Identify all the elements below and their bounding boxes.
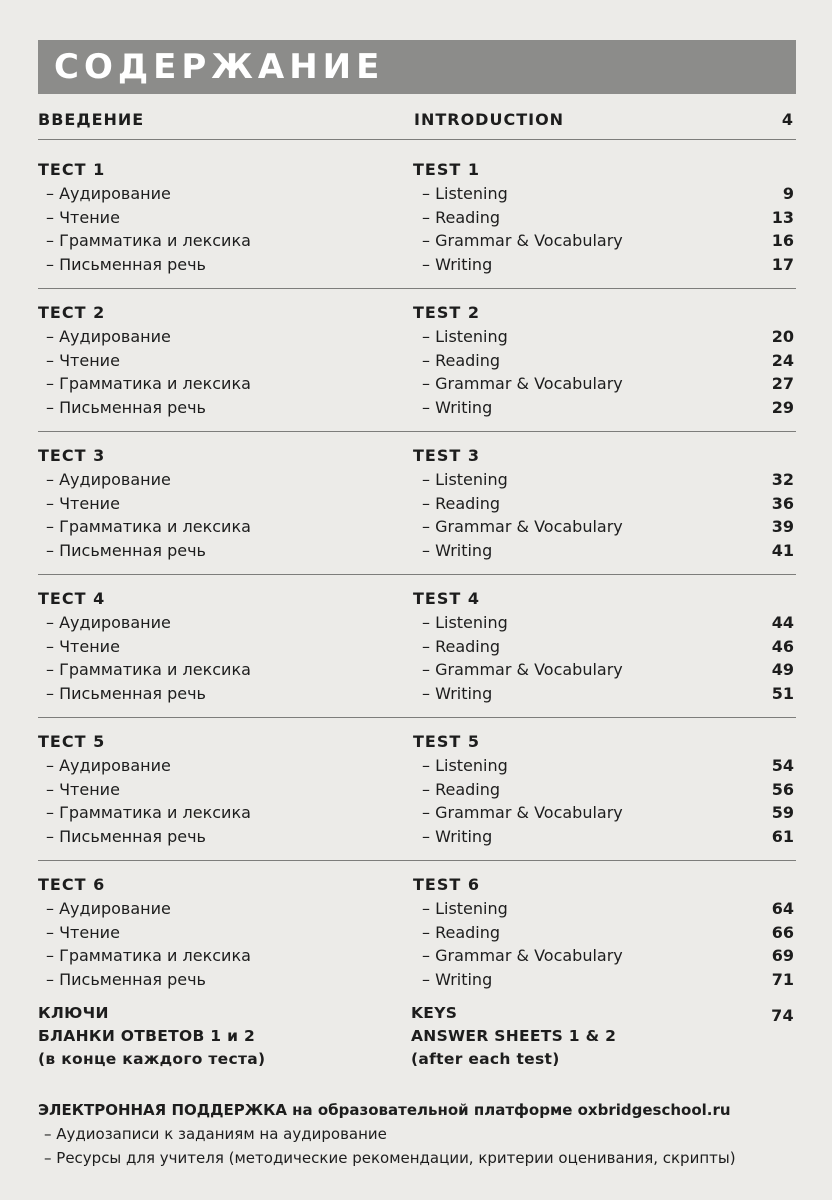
intro-page: 4 (781, 110, 794, 129)
section-item-en: – Writing (422, 826, 493, 846)
test-title-en: TEST 6 (413, 875, 480, 894)
section-item-ru: – Грамматика и лексика (46, 231, 251, 250)
page-number: 54 (771, 756, 794, 775)
page-number: 44 (771, 613, 794, 632)
section-item-ru: – Аудирование (46, 756, 171, 775)
page-number: 64 (771, 899, 794, 918)
test-section (38, 875, 796, 995)
test-title-ru: ТЕСТ 5 (38, 732, 106, 751)
page-number: 59 (771, 803, 794, 822)
test-title-en: TEST 2 (413, 303, 480, 322)
answer-sheets-en: ANSWER SHEETS 1 & 2 (411, 1027, 617, 1045)
page-number: 32 (771, 470, 794, 489)
section-item-ru: – Аудирование (46, 327, 171, 346)
section-item-en: – Listening (422, 756, 508, 775)
section-item-en: – Listening (422, 470, 508, 489)
support-item-teacher: – Ресурсы для учителя (методические рекомендации, критерии оценивания, скрипты) (44, 1149, 736, 1167)
section-item-en: – Writing (422, 683, 493, 703)
title-banner (38, 40, 796, 94)
section-item-en: – Listening (422, 184, 508, 203)
section-item-ru: – Письменная речь (46, 683, 206, 703)
page-number: 49 (771, 660, 794, 679)
page-number: 69 (771, 946, 794, 965)
support-item-audio: – Аудиозаписи к заданиям на аудирование (44, 1125, 387, 1143)
test-section (38, 446, 796, 566)
keys-page: 74 (771, 1006, 794, 1025)
section-item-ru: – Аудирование (46, 613, 171, 632)
divider (38, 431, 796, 432)
section-item-en: – Reading (422, 207, 501, 227)
section-item-ru: – Чтение (46, 779, 120, 799)
page-number: 41 (771, 540, 794, 560)
test-section (38, 732, 796, 852)
section-item-ru: – Чтение (46, 636, 120, 656)
section-item-en: – Writing (422, 397, 493, 417)
test-title-ru: ТЕСТ 1 (38, 160, 106, 179)
section-item-en: – Grammar & Vocabulary (422, 517, 623, 536)
page-number: 71 (771, 969, 794, 989)
divider (38, 288, 796, 289)
intro-ru: ВВЕДЕНИЕ (38, 110, 145, 129)
section-item-en: – Listening (422, 613, 508, 632)
page-number: 39 (771, 517, 794, 536)
answer-sheets-ru: БЛАНКИ ОТВЕТОВ 1 и 2 (38, 1027, 256, 1045)
section-item-ru: – Письменная речь (46, 826, 206, 846)
section-item-ru: – Чтение (46, 922, 120, 942)
page-number: 20 (771, 327, 794, 346)
intro-row (38, 110, 796, 134)
section-item-en: – Grammar & Vocabulary (422, 374, 623, 393)
section-item-en: – Reading (422, 922, 501, 942)
divider (38, 139, 796, 140)
support-heading-bold: ЭЛЕКТРОННАЯ ПОДДЕРЖКА (38, 1101, 287, 1119)
section-item-ru: – Чтение (46, 350, 120, 370)
intro-en: INTRODUCTION (414, 110, 565, 129)
section-item-en: – Reading (422, 636, 501, 656)
section-item-en: – Writing (422, 969, 493, 989)
section-item-en: – Listening (422, 327, 508, 346)
section-item-en: – Listening (422, 899, 508, 918)
page-number: 24 (771, 350, 794, 370)
section-item-ru: – Грамматика и лексика (46, 374, 251, 393)
page-number: 27 (771, 374, 794, 393)
section-item-en: – Grammar & Vocabulary (422, 231, 623, 250)
test-title-en: TEST 3 (413, 446, 480, 465)
section-item-ru: – Письменная речь (46, 397, 206, 417)
page-number: 17 (771, 254, 794, 274)
answer-sheets-note-ru: (в конце каждого теста) (38, 1050, 266, 1068)
section-item-ru: – Грамматика и лексика (46, 517, 251, 536)
page-number: 16 (771, 231, 794, 250)
keys-ru: КЛЮЧИ (38, 1004, 109, 1022)
section-item-en: – Writing (422, 254, 493, 274)
page-number: 61 (771, 826, 794, 846)
electronic-support (38, 1098, 796, 1170)
section-item-ru: – Грамматика и лексика (46, 803, 251, 822)
page-number: 66 (771, 922, 794, 942)
section-item-ru: – Письменная речь (46, 540, 206, 560)
section-item-ru: – Аудирование (46, 184, 171, 203)
page-number: 36 (771, 493, 794, 513)
section-item-en: – Reading (422, 779, 501, 799)
section-item-ru: – Чтение (46, 207, 120, 227)
section-item-ru: – Грамматика и лексика (46, 946, 251, 965)
test-title-ru: ТЕСТ 2 (38, 303, 106, 322)
test-title-en: TEST 4 (413, 589, 480, 608)
test-section (38, 589, 796, 709)
section-item-en: – Reading (422, 493, 501, 513)
section-item-ru: – Письменная речь (46, 969, 206, 989)
test-section (38, 160, 796, 280)
support-heading (38, 1098, 796, 1122)
section-item-ru: – Аудирование (46, 899, 171, 918)
divider (38, 860, 796, 861)
keys-en: KEYS (411, 1004, 458, 1022)
divider (38, 717, 796, 718)
answer-sheets-note-en: (after each test) (411, 1050, 560, 1068)
divider (38, 574, 796, 575)
section-item-en: – Writing (422, 540, 493, 560)
page-number: 56 (771, 779, 794, 799)
test-title-ru: ТЕСТ 3 (38, 446, 106, 465)
test-title-en: TEST 5 (413, 732, 480, 751)
section-item-en: – Reading (422, 350, 501, 370)
keys-section (38, 1004, 796, 1084)
test-section (38, 303, 796, 423)
page-title: СОДЕРЖАНИЕ (54, 47, 385, 87)
section-item-ru: – Аудирование (46, 470, 171, 489)
test-title-ru: ТЕСТ 4 (38, 589, 106, 608)
page-number: 9 (782, 184, 794, 203)
support-heading-rest: на образовательной платформе oxbridgeschool.ru (286, 1101, 731, 1119)
section-item-en: – Grammar & Vocabulary (422, 803, 623, 822)
section-item-ru: – Грамматика и лексика (46, 660, 251, 679)
test-title-ru: ТЕСТ 6 (38, 875, 106, 894)
page-number: 13 (771, 207, 794, 227)
page-number: 51 (771, 683, 794, 703)
section-item-en: – Grammar & Vocabulary (422, 946, 623, 965)
section-item-ru: – Письменная речь (46, 254, 206, 274)
section-item-en: – Grammar & Vocabulary (422, 660, 623, 679)
page-number: 29 (771, 397, 794, 417)
page-number: 46 (771, 636, 794, 656)
test-title-en: TEST 1 (413, 160, 480, 179)
section-item-ru: – Чтение (46, 493, 120, 513)
